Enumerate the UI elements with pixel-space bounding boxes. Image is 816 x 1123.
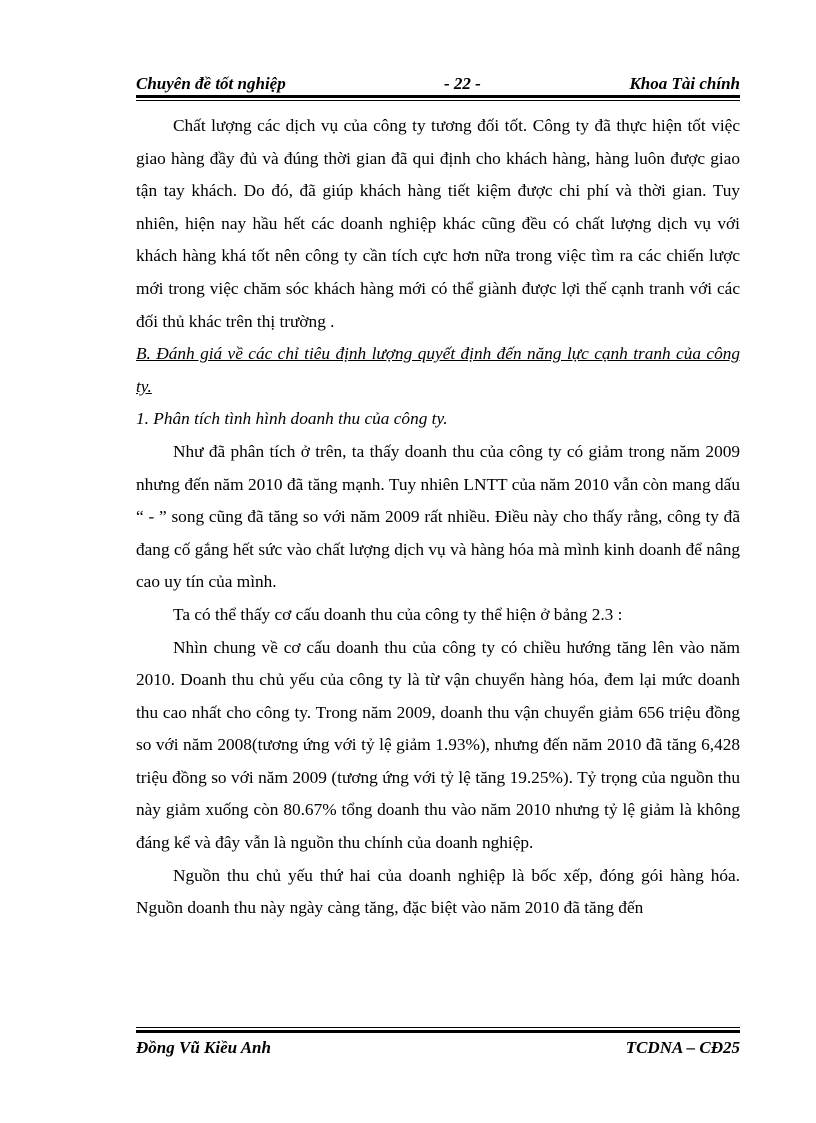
paragraph-table-reference: Ta có thể thấy cơ cấu doanh thu của công ty thể hiện ở bảng 2.3 : (173, 604, 623, 624)
page-header (136, 70, 740, 96)
header-rule-thin (136, 100, 740, 101)
page-footer (136, 1038, 740, 1062)
footer-rule-thick (136, 1030, 740, 1033)
paragraph-service-quality: Chất lượng các dịch vụ của công ty tương đối tốt. Công ty đã thực hiện tốt việc giao hàng đầy đủ và đúng thời gian đã qui định cho khách hàng, hàng luôn được giao tận tay khách. Do đó, đã giúp khách hàng tiết kiệm được chi phí và thời gian. Tuy nhiên, hiện nay hầu hết các doanh nghiệp khác cũng đều có chất lượng dịch vụ với khách hàng khá tốt nên công ty cần tích cực hơn nữa trong việc tìm ra các chiến lược mới trong việc chăm sóc khách hàng mới có thể giành được lợi thế cạnh tranh với các đối thủ khác trên thị trường . (136, 116, 740, 331)
footer-rule-thin (136, 1027, 740, 1028)
header-title: Chuyên đề tốt nghiệp (136, 74, 286, 93)
paragraph-revenue-structure: Nhìn chung về cơ cấu doanh thu của công ty có chiều hướng tăng lên vào năm 2010. Doanh thu chủ yếu của công ty là từ vận chuyển hàng hóa, đem lại mức doanh thu cao nhất cho công ty. Trong năm 2009, doanh thu vận chuyển giảm 656 triệu đồng so với năm 2008(tương ứng với tỷ lệ giảm 1.93%), nhưng đến năm 2010 đã tăng 6,428 triệu đồng so với năm 2009 (tương ứng với tỷ lệ tăng 19.25%). Tỷ trọng của nguồn thu này giảm xuống còn 80.67% tổng doanh thu vào năm 2010 nhưng tỷ lệ giảm là không đáng kể và đây vẫn là nguồn thu chính của doanh nghiệp. (136, 637, 740, 853)
page-number: - 22 - (444, 74, 481, 93)
paragraph-secondary-revenue: Nguồn thu chủ yếu thứ hai của doanh nghiệp là bốc xếp, đóng gói hàng hóa. Nguồn doanh thu này ngày càng tăng, đặc biệt vào năm 2010 đã tăng đến (136, 865, 740, 918)
paragraph-revenue-analysis: Như đã phân tích ở trên, ta thấy doanh thu của công ty có giảm trong năm 2009 nhưng đến năm 2010 đã tăng mạnh. Tuy nhiên LNTT của năm 2010 vẫn còn mang dấu “ - ” song cũng đã tăng so với năm 2009 rất nhiều. Điều này cho thấy rằng, công ty đã đang cố gắng hết sức vào chất lượng dịch vụ và hàng hóa mà mình kinh doanh để nâng cao uy tín của mình. (136, 441, 740, 592)
footer-author: Đồng Vũ Kiều Anh (136, 1038, 271, 1057)
header-rule-thick (136, 95, 740, 98)
subsection-heading-1: 1. Phân tích tình hình doanh thu của công ty. (136, 409, 448, 429)
document-body (136, 110, 740, 925)
header-department: Khoa Tài chính (629, 74, 740, 93)
section-heading-b: B. Đánh giá về các chỉ tiêu định lượng quyết định đến năng lực cạnh tranh của công ty. (136, 344, 740, 396)
footer-class-code: TCDNA – CĐ25 (625, 1038, 740, 1057)
